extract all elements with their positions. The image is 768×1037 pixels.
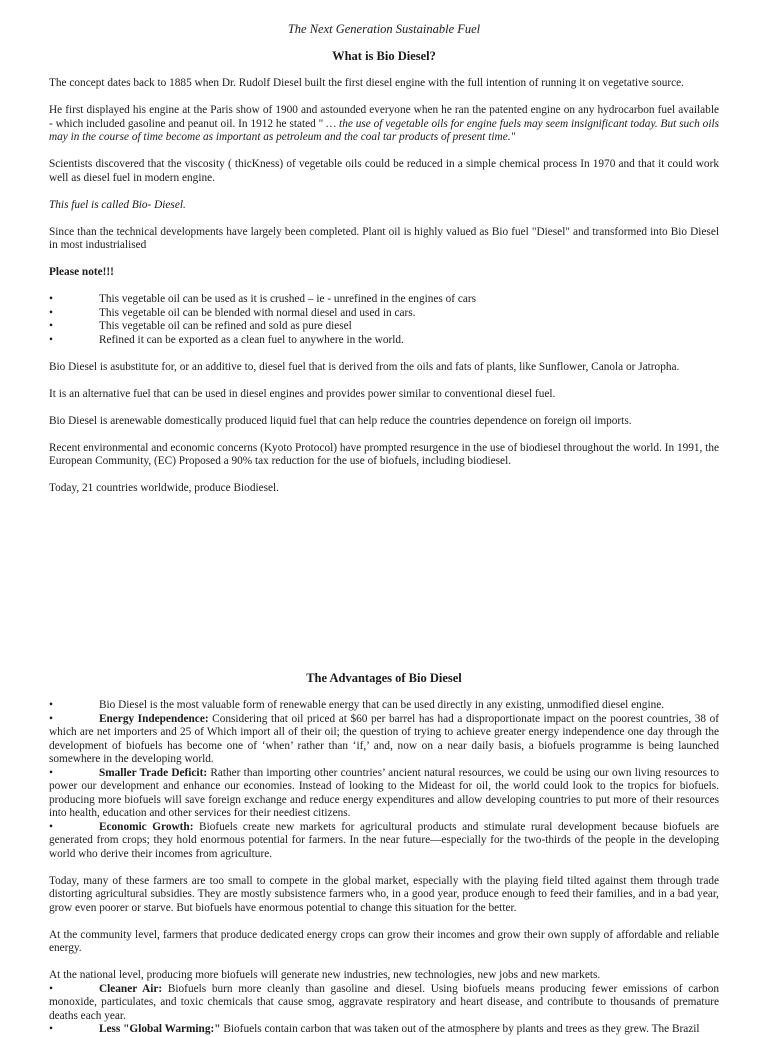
text-run: Today, 21 countries worldwide, produce Biodiesel.: [49, 482, 280, 494]
bullet-icon: •: [49, 293, 53, 305]
text-run: Biofuels contain carbon that was taken out of the atmosphere by plants and trees as they grew. The Brazil: [220, 1023, 700, 1035]
bullet-icon: •: [49, 306, 53, 319]
text-run: It is an alternative fuel that can be used in diesel engines and provides power similar to conventional diesel fuel.: [49, 387, 556, 400]
bullet-item: [49, 767, 719, 821]
text-run: … the use of vegetable oils for engine fuels may seem insignificant today. But such oils may in the course of time become as important as petroleum and the coal tar products of present time.": [49, 117, 719, 143]
paragraph: [49, 482, 719, 496]
clean-air-bullet-list: [49, 983, 719, 1037]
bullet-item: [49, 334, 719, 348]
paragraph: [49, 875, 719, 916]
text-run: Scientists discovered that the viscosity ( thicKness) of vegetable oils could be reduced in a simple chemical process In 1970 and that it could work well as diesel fuel in modern engine.: [49, 158, 719, 184]
text-run: At the community level, farmers that produce dedicated energy crops can grow their incomes and grow their own supply of affordable and reliable energy.: [49, 928, 719, 954]
paragraph: [49, 77, 719, 91]
paragraph: [49, 929, 719, 956]
text-run: The Next Generation Sustainable Fuel: [287, 22, 481, 36]
advantages-bullet-list: [49, 699, 719, 861]
text-run: Since than the technical developments have largely been completed. Plant oil is highly valued as Bio fuel "Diesel" and transformed into Bio Diesel in most industrialised: [49, 225, 719, 251]
text-run: The concept dates back to 1885 when Dr. Rudolf Diesel built the first diesel engine with the full intention of running it on vegetative source.: [49, 77, 684, 89]
paragraph: [49, 266, 719, 280]
blank-space: [49, 509, 719, 672]
text-run: Today, many of these farmers are too small to compete in the global market, especially with the playing field tilted against them through trade distorting agricultural subsidies. They are mostly subsistence farmers who, in a good year, produce enough to feed their families, and in a bad year, grow even poorer or starve. But biofuels have enormous potential to change this situation for the better.: [49, 874, 719, 914]
bullet-item: [49, 293, 719, 307]
bullet-item: [49, 699, 719, 713]
text-run: Smaller Trade Deficit:: [98, 766, 208, 779]
paragraph: [49, 388, 719, 402]
bullet-item-text: Refined it can be exported as a clean fuel to anywhere in the world.: [98, 333, 404, 346]
bullet-item: [49, 307, 719, 321]
text-run: Bio Diesel is asubstitute for, or an additive to, diesel fuel that is derived from the oils and fats of plants, like Sunflower, Canola or Jatropha.: [49, 360, 680, 373]
text-run: This fuel is called Bio- Diesel.: [49, 198, 186, 211]
section-heading-advantages: [49, 672, 719, 686]
text-run: Bio Diesel is the most valuable form of renewable energy that can be used directly in any existing, unmodified diesel engine.: [98, 699, 665, 711]
text-run: He first displayed his engine at the Paris show of 1900 and astounded everyone when he ran the patented engine on any hydrocarbon fuel available - which included gasoline and peanut oil. In 1912 he stated ": [49, 104, 719, 130]
paragraph: [49, 969, 719, 983]
paragraph: [49, 361, 719, 375]
text-run: At the national level, producing more biofuels will generate new industries, new technologies, new jobs and new markets.: [49, 969, 601, 981]
bullet-item: [49, 713, 719, 767]
text-run: Please note!!!: [49, 266, 114, 278]
bullet-item-text: This vegetable oil can be blended with normal diesel and used in cars.: [98, 306, 416, 319]
paragraph: [49, 104, 719, 145]
bullet-icon: •: [49, 820, 53, 833]
bullet-item: [49, 320, 719, 334]
paragraph: [49, 226, 719, 253]
text-run: Biofuels create new markets for agricultural products and stimulate rural development because biofuels are generated from crops; they hold enormous potential for farmers. In the near future—especially for the two-thirds of the people in the developing world who derive their incomes from agriculture.: [49, 820, 719, 860]
text-run: What is Bio Diesel?: [332, 49, 436, 63]
bullet-icon: •: [49, 320, 53, 332]
paragraph: [49, 199, 719, 213]
bullet-icon: •: [49, 982, 53, 995]
bullet-item: [49, 983, 719, 1024]
bullet-icon: •: [49, 712, 53, 725]
bullet-item: [49, 821, 719, 862]
paragraph: [49, 158, 719, 185]
bullet-icon: •: [49, 1023, 53, 1035]
doc-title: [49, 23, 719, 37]
section-heading-what-is-biodiesel: [49, 50, 719, 64]
paragraph: [49, 442, 719, 469]
text-run: Energy Independence:: [98, 712, 209, 725]
text-run: Recent environmental and economic concerns (Kyoto Protocol) have prompted resurgence in the use of biodiesel throughout the world. In 1991, the European Community, (EC) Proposed a 90% tax reduction for the use of biofuels, including biodiesel.: [49, 441, 719, 467]
text-run: Biofuels burn more cleanly than gasoline and diesel. Using biofuels means producing fewer emissions of carbon monoxide, particulates, and toxic chemicals that cause smog, aggravate respiratory and heart disease, and contribute to thousands of premature deaths each year.: [49, 982, 719, 1022]
please-note-bullet-list: [49, 293, 719, 347]
text-run: Considering that oil priced at $60 per barrel has had a disproportionate impact on the poorest countries, 38 of which are net importers and 25 of Which import all of their oil; the question of trying to achieve greater energy independence one day through the development of biofuels has become one of ‘when’ rather than ‘if,’ and, now on a near daily basis, a biofuels programme is being launched somewhere in the developing world.: [49, 712, 719, 765]
paragraph: [49, 415, 719, 429]
text-run: Rather than importing other countries’ ancient natural resources, we could be using our own living resources to power our development and enhance our economies. Instead of looking to the Mideast for oil, the world could look to the tropics for biofuels. producing more biofuels will save foreign exchange and reduce energy expenditures and allow developing countries to put more of their resources into health, education and other services for their neediest citizens.: [49, 766, 719, 819]
bullet-icon: •: [49, 333, 53, 346]
bullet-item-text: This vegetable oil can be refined and sold as pure diesel: [98, 320, 352, 332]
text-run: The Advantages of Bio Diesel: [306, 671, 462, 685]
bullet-item-text: This vegetable oil can be used as it is crushed – ie - unrefined in the engines of cars: [98, 293, 477, 305]
text-run: Cleaner Air:: [98, 982, 163, 995]
text-run: Economic Growth:: [98, 820, 194, 833]
text-run: Less "Global Warming:": [98, 1023, 221, 1035]
bullet-icon: •: [49, 699, 53, 711]
bullet-icon: •: [49, 766, 53, 779]
text-run: Bio Diesel is arenewable domestically produced liquid fuel that can help reduce the countries dependence on foreign oil imports.: [49, 414, 632, 427]
bullet-item: [49, 1023, 719, 1037]
